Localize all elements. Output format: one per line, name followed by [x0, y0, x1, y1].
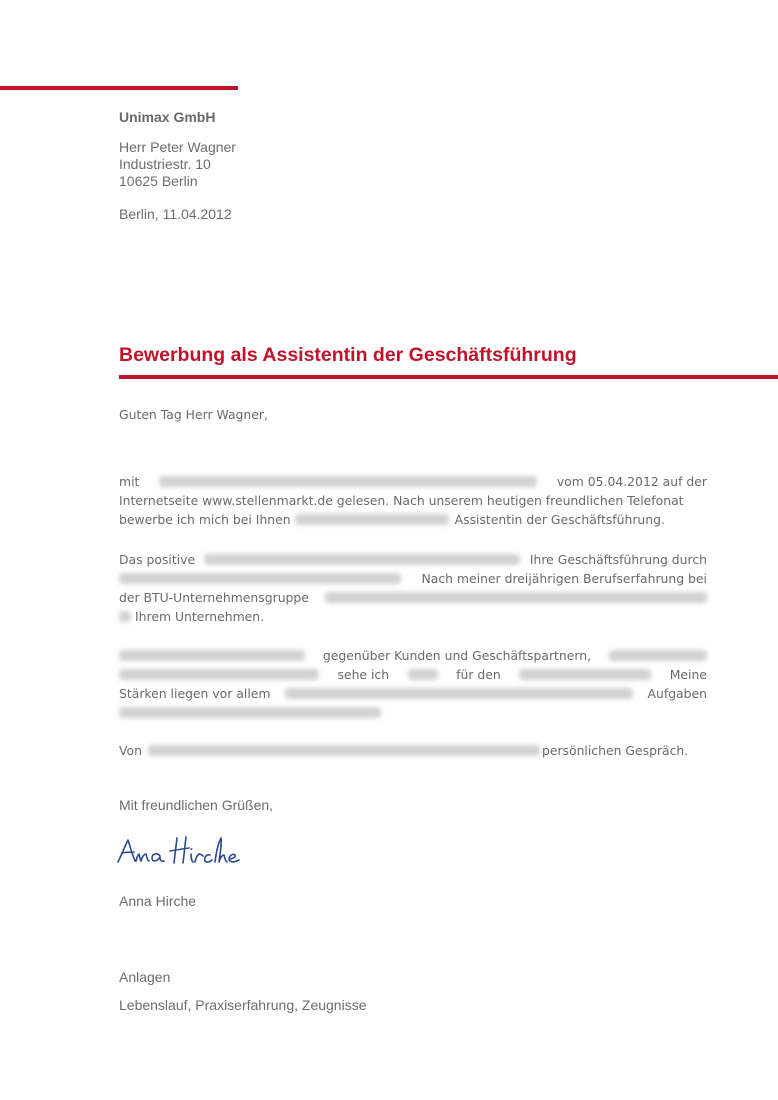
paragraph-4 — [119, 741, 707, 760]
sender-company: Unimax GmbH — [119, 109, 216, 125]
greeting: Guten Tag Herr Wagner, — [119, 407, 268, 422]
redacted-text — [148, 745, 540, 756]
paragraph-line: Von persönlichen Gespräch. — [119, 743, 689, 758]
attachments-list: Lebenslauf, Praxiserfahrung, Zeugnisse — [119, 997, 367, 1013]
paragraph-line: Ihrem Unternehmen. — [119, 607, 707, 626]
paragraph-2 — [119, 550, 707, 626]
redacted-text — [119, 669, 319, 680]
redacted-text — [325, 592, 707, 603]
paragraph-line: gegenüber Kunden und Geschäftspartnern, — [119, 646, 707, 665]
letter-date: Berlin, 11.04.2012 — [119, 206, 232, 222]
redacted-text — [609, 650, 707, 661]
paragraph-line: Das positive Ihre Geschäftsführung durch — [119, 552, 707, 567]
handwritten-signature — [115, 830, 255, 874]
redacted-text — [159, 476, 537, 487]
paragraph-line: der BTU-Unternehmensgruppe — [119, 588, 707, 607]
paragraph-line: Nach meiner dreijährigen Berufserfahrung bei — [119, 569, 707, 588]
recipient-street: Industriestr. 10 — [119, 156, 211, 172]
paragraph-line: Stärken liegen vor allem Aufgaben — [119, 686, 707, 701]
redacted-text — [204, 554, 520, 565]
letter-subject: Bewerbung als Assistentin der Geschäftsführung — [119, 344, 577, 366]
paragraph-line — [119, 703, 707, 722]
paragraph-3 — [119, 646, 707, 722]
redacted-text — [295, 514, 449, 525]
redacted-text — [119, 573, 401, 584]
signatory-name: Anna Hirche — [119, 893, 197, 909]
top-accent-rule — [0, 86, 238, 90]
recipient-city: 10625 Berlin — [119, 173, 198, 189]
redacted-text — [519, 669, 651, 680]
paragraph-line: mit vom 05.04.2012 auf der — [119, 474, 707, 489]
closing-phrase: Mit freundlichen Grüßen, — [119, 797, 274, 813]
attachments-title: Anlagen — [119, 969, 171, 985]
recipient-address — [119, 139, 236, 190]
subject-accent-rule — [119, 375, 778, 379]
redacted-text — [119, 650, 305, 661]
redacted-text — [408, 669, 438, 680]
recipient-name: Herr Peter Wagner — [119, 139, 236, 155]
paragraph-1 — [119, 472, 707, 529]
redacted-text — [119, 707, 381, 718]
redacted-text — [119, 611, 131, 622]
redacted-text — [285, 688, 633, 699]
paragraph-line: sehe ich für den Meine — [119, 665, 707, 684]
paragraph-line: Internetseite www.stellenmarkt.de gelesen. Nach unserem heutigen freundlichen Telefonat — [119, 493, 684, 508]
paragraph-line: bewerbe ich mich bei Ihnen Assistentin der Geschäftsführung. — [119, 512, 665, 527]
